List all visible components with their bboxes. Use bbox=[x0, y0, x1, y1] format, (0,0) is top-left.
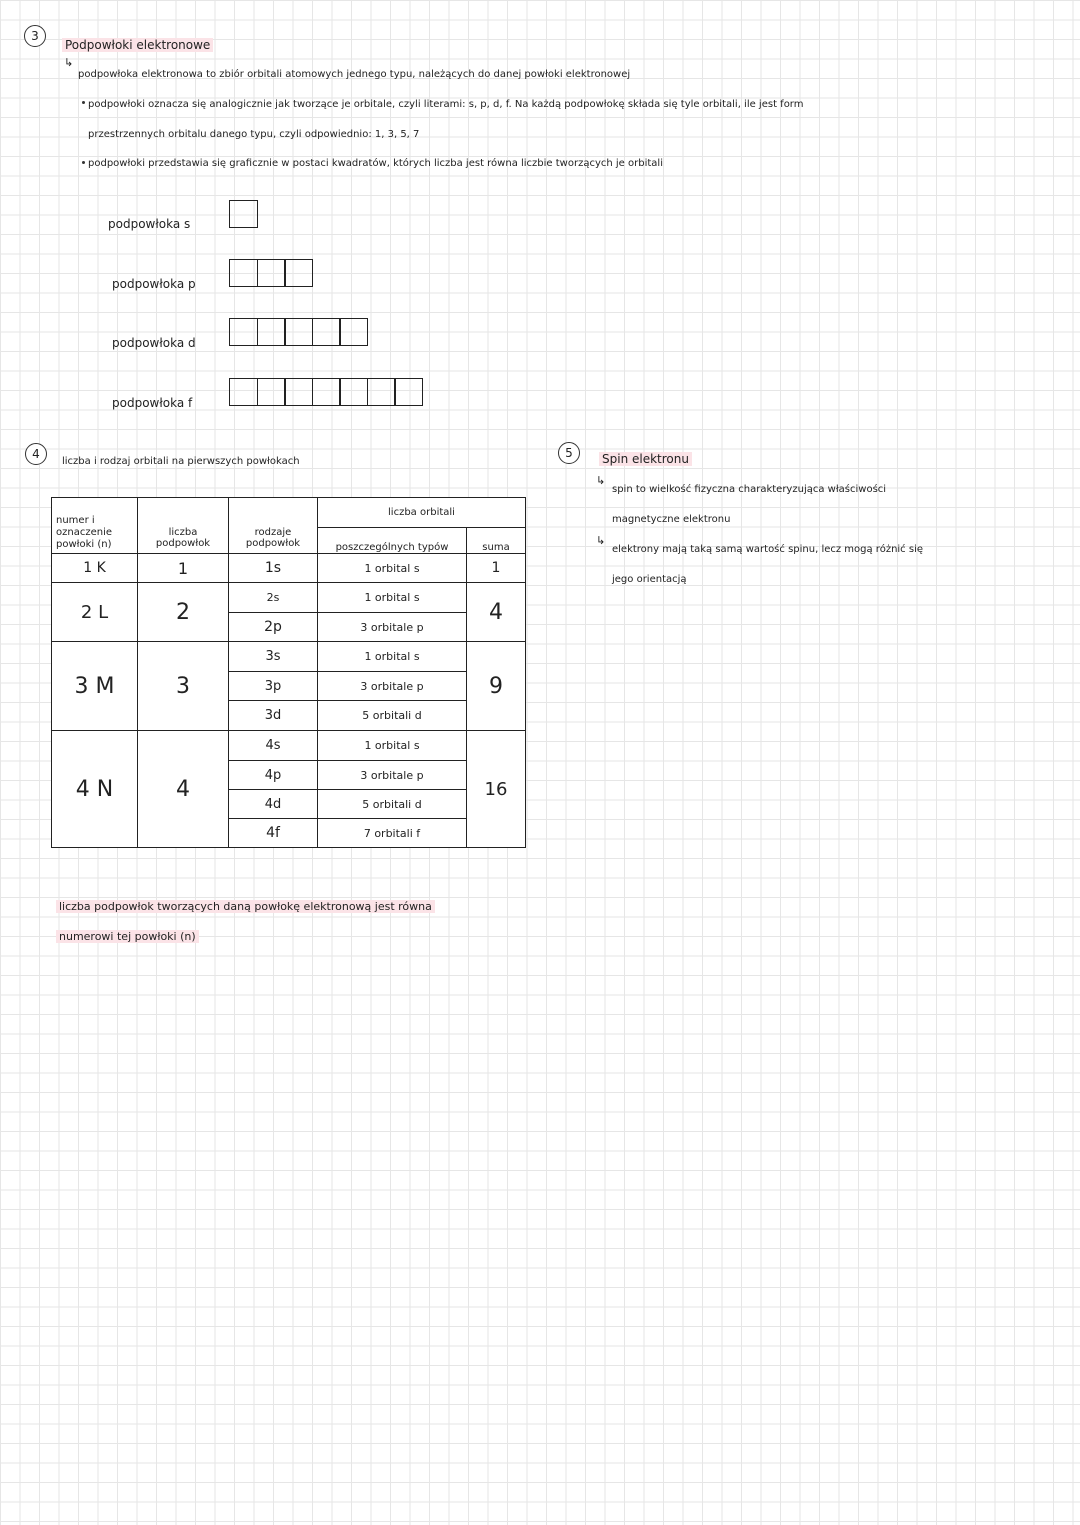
header-orbital-count: liczba orbitali bbox=[318, 498, 526, 528]
orbitals-4f: 7 orbitali f bbox=[318, 819, 467, 848]
shell-3m-count: 3 bbox=[138, 642, 229, 731]
orbitals-2s: 1 orbital s bbox=[318, 583, 467, 613]
orbitals-1s: 1 orbital s bbox=[318, 554, 467, 583]
orbitals-table bbox=[51, 497, 526, 848]
orbitals-4s: 1 orbital s bbox=[318, 731, 467, 761]
arrow-icon: ↳ bbox=[596, 474, 606, 487]
bullet-dot-icon bbox=[82, 161, 85, 164]
subshell-4p: 4p bbox=[229, 761, 318, 790]
section-5-number: 5 bbox=[558, 442, 580, 464]
subshell-s-boxes bbox=[229, 200, 258, 226]
header-shell: numer i oznaczenie powłoki (n) bbox=[52, 498, 138, 554]
subshell-3s: 3s bbox=[229, 642, 318, 672]
orbitals-3s: 1 orbital s bbox=[318, 642, 467, 672]
orbitals-3d: 5 orbitali d bbox=[318, 701, 467, 731]
subshell-d-boxes bbox=[229, 318, 368, 344]
subshell-4s: 4s bbox=[229, 731, 318, 761]
shell-4n-sum: 16 bbox=[467, 731, 526, 848]
shell-1k-sum: 1 bbox=[467, 554, 526, 583]
shell-4n-count: 4 bbox=[138, 731, 229, 848]
orbitals-4d: 5 orbitali d bbox=[318, 790, 467, 819]
orbitals-2p: 3 orbitale p bbox=[318, 613, 467, 642]
shell-2l-sum: 4 bbox=[467, 583, 526, 642]
spin-definition-line1: spin to wielkość fizyczna charakteryzująca właściwości bbox=[612, 484, 887, 495]
header-subshell-count: liczba podpowłok bbox=[138, 498, 229, 554]
section-4-title: liczba i rodzaj orbitali na pierwszych powłokach bbox=[62, 456, 300, 467]
header-sum: suma bbox=[467, 528, 526, 554]
shell-1k: 1 K bbox=[52, 554, 138, 583]
section-3-number: 3 bbox=[24, 25, 46, 47]
spin-orientation-line2: jego orientacją bbox=[612, 574, 687, 585]
subshell-3p: 3p bbox=[229, 672, 318, 701]
spin-definition-line2: magnetyczne elektronu bbox=[612, 514, 731, 525]
section-4-number: 4 bbox=[25, 443, 47, 465]
arrow-icon: ↳ bbox=[64, 56, 74, 69]
shell-3m: 3 M bbox=[52, 642, 138, 731]
shell-1k-count: 1 bbox=[138, 554, 229, 583]
shell-2l-count: 2 bbox=[138, 583, 229, 642]
subshell-3d: 3d bbox=[229, 701, 318, 731]
spin-orientation-line1: elektrony mają taką samą wartość spinu, lecz mogą różnić się bbox=[612, 544, 924, 555]
subshell-graphics-note: podpowłoki przedstawia się graficznie w postaci kwadratów, których liczba jest równa liczbie tworzących je orbitali bbox=[88, 158, 663, 169]
subshell-1s: 1s bbox=[229, 554, 318, 583]
subshell-s-label: podpowłoka s bbox=[108, 217, 191, 231]
subshell-naming-line2: przestrzennych orbitalu danego typu, czyli odpowiednio: 1, 3, 5, 7 bbox=[88, 129, 420, 140]
subshell-d-label: podpowłoka d bbox=[112, 336, 196, 350]
subshell-naming-line1: podpowłoki oznacza się analogicznie jak tworzące je orbitale, czyli literami: s, p, d, f. Na każdą podpowłokę składa się tyle orbitali, ile jest form bbox=[88, 99, 804, 110]
subshell-4f: 4f bbox=[229, 819, 318, 848]
subshell-2s: 2s bbox=[229, 583, 318, 613]
subshell-p-boxes bbox=[229, 259, 313, 285]
bullet-dot-icon bbox=[82, 101, 85, 104]
section-5-title: Spin elektronu bbox=[599, 452, 692, 466]
arrow-icon: ↳ bbox=[596, 534, 606, 547]
orbitals-4p: 3 orbitale p bbox=[318, 761, 467, 790]
subshell-rule-line2: numerowi tej powłoki (n) bbox=[56, 930, 199, 943]
orbitals-3p: 3 orbitale p bbox=[318, 672, 467, 701]
subshell-4d: 4d bbox=[229, 790, 318, 819]
subshell-f-boxes bbox=[229, 378, 423, 404]
shell-3m-sum: 9 bbox=[467, 642, 526, 731]
header-subshell-types: rodzaje podpowłok bbox=[229, 498, 318, 554]
subshell-f-label: podpowłoka f bbox=[112, 396, 193, 410]
subshell-2p: 2p bbox=[229, 613, 318, 642]
shell-4n: 4 N bbox=[52, 731, 138, 848]
subshell-rule-line1: liczba podpowłok tworzących daną powłokę elektronową jest równa bbox=[56, 900, 435, 913]
shell-2l: 2 L bbox=[52, 583, 138, 642]
header-orbital-types: poszczególnych typów bbox=[318, 528, 467, 554]
section-3-title: Podpowłoki elektronowe bbox=[62, 38, 213, 52]
subshell-p-label: podpowłoka p bbox=[112, 277, 196, 291]
subshell-definition: podpowłoka elektronowa to zbiór orbitali atomowych jednego typu, należących do danej powłoki elektronowej bbox=[78, 69, 631, 80]
